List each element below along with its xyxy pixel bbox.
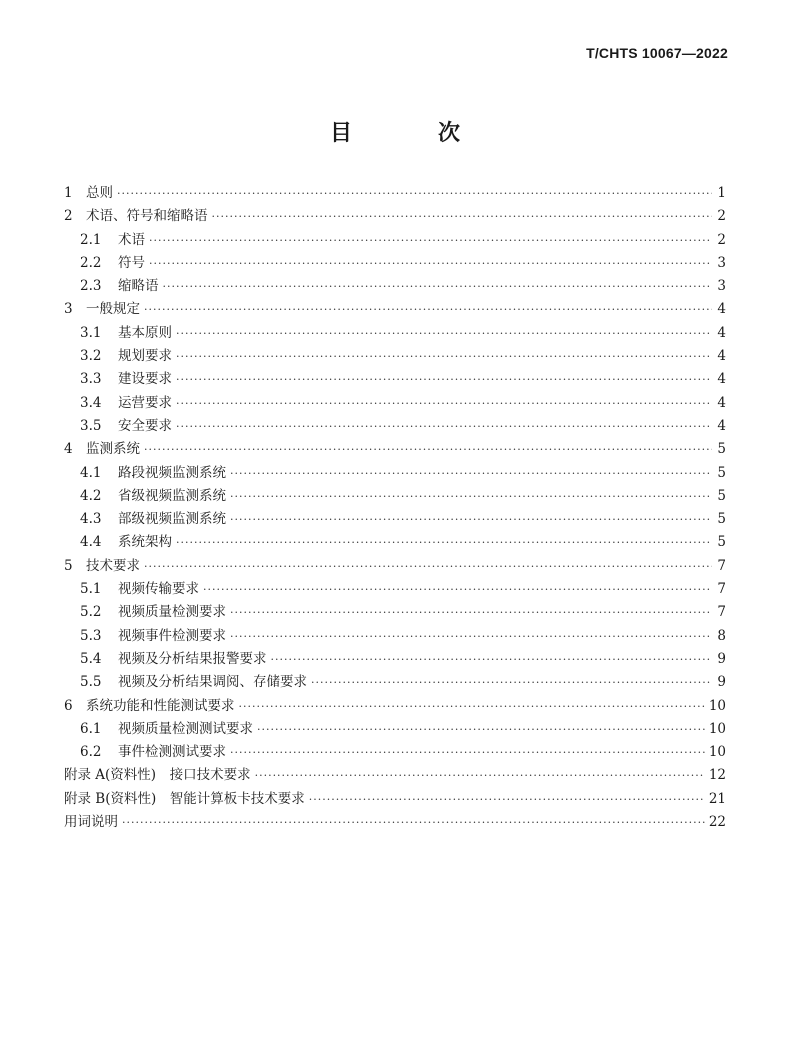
toc-entry-label: 术语 bbox=[118, 231, 145, 248]
toc-leader-dots bbox=[144, 298, 712, 321]
toc-entry-label: 术语、符号和缩略语 bbox=[86, 208, 208, 225]
toc-entry[interactable] bbox=[64, 764, 726, 787]
toc-entry[interactable] bbox=[64, 182, 726, 205]
toc-leader-dots bbox=[176, 531, 712, 554]
toc-entry-label: 系统功能和性能测试要求 bbox=[86, 697, 235, 714]
toc-entry-number: 5.2 bbox=[80, 604, 102, 621]
toc-entry-label: 缩略语 bbox=[118, 278, 159, 295]
toc-entry[interactable] bbox=[64, 322, 726, 345]
toc-entry-label: 基本原则 bbox=[118, 324, 172, 341]
toc-leader-dots bbox=[176, 345, 712, 368]
toc-leader-dots bbox=[271, 648, 713, 671]
toc-leader-dots bbox=[257, 718, 705, 741]
toc-leader-dots bbox=[239, 695, 705, 718]
toc-entry-label: 事件检测测试要求 bbox=[118, 744, 226, 761]
toc-leader-dots bbox=[230, 601, 712, 624]
toc-entry[interactable] bbox=[64, 345, 726, 368]
toc-leader-dots bbox=[212, 205, 713, 228]
toc-leader-dots bbox=[149, 252, 712, 275]
toc-entry-page: 9 bbox=[717, 674, 726, 691]
toc-entry-label: 视频事件检测要求 bbox=[118, 627, 226, 644]
toc-entry-label: 符号 bbox=[118, 254, 145, 271]
toc-entry-page: 1 bbox=[717, 185, 726, 201]
table-of-contents bbox=[64, 182, 726, 834]
toc-entry[interactable] bbox=[64, 625, 726, 648]
toc-entry[interactable] bbox=[64, 741, 726, 764]
toc-entry[interactable] bbox=[64, 368, 726, 391]
toc-leader-dots bbox=[230, 508, 712, 531]
toc-entry-label: 规划要求 bbox=[118, 348, 172, 365]
toc-entry-number: 5.1 bbox=[80, 581, 102, 598]
toc-entry-label: 省级视频监测系统 bbox=[118, 487, 226, 504]
toc-leader-dots bbox=[117, 182, 712, 205]
toc-entry-number: 6.2 bbox=[80, 744, 102, 761]
toc-leader-dots bbox=[176, 322, 712, 345]
toc-entry[interactable] bbox=[64, 229, 726, 252]
toc-entry-number: 2.2 bbox=[80, 254, 102, 271]
toc-entry[interactable] bbox=[64, 508, 726, 531]
toc-entry[interactable] bbox=[64, 205, 726, 228]
toc-entry-page: 5 bbox=[717, 441, 726, 458]
toc-entry[interactable] bbox=[64, 438, 726, 461]
toc-entry-label: 视频及分析结果调阅、存储要求 bbox=[118, 674, 307, 691]
toc-entry-number: 3.1 bbox=[80, 324, 102, 341]
toc-entry-page: 7 bbox=[717, 557, 726, 574]
toc-entry-number: 5.5 bbox=[80, 674, 102, 691]
toc-entry-label: 视频传输要求 bbox=[118, 581, 199, 598]
toc-entry[interactable] bbox=[64, 811, 726, 834]
toc-leader-dots bbox=[163, 275, 713, 298]
toc-entry-label: 附录 A(资料性) 接口技术要求 bbox=[64, 767, 251, 784]
toc-entry[interactable] bbox=[64, 788, 726, 811]
toc-entry-number: 2 bbox=[64, 208, 73, 225]
toc-entry-page: 8 bbox=[717, 627, 726, 644]
toc-entry-number: 1 bbox=[64, 185, 73, 201]
toc-entry-page: 2 bbox=[717, 208, 726, 225]
toc-leader-dots bbox=[230, 625, 712, 648]
toc-entry[interactable] bbox=[64, 578, 726, 601]
toc-leader-dots bbox=[149, 229, 712, 252]
toc-entry-number: 5.4 bbox=[80, 650, 102, 667]
toc-entry-page: 4 bbox=[717, 417, 726, 434]
toc-entry-number: 4 bbox=[64, 441, 73, 458]
toc-entry-label: 系统架构 bbox=[118, 534, 172, 551]
toc-entry-label: 运营要求 bbox=[118, 394, 172, 411]
toc-entry-page: 4 bbox=[717, 301, 726, 318]
toc-entry-page: 5 bbox=[717, 511, 726, 528]
toc-entry-number: 2.1 bbox=[80, 231, 102, 248]
toc-entry-number: 4.1 bbox=[80, 464, 102, 481]
toc-leader-dots bbox=[311, 671, 712, 694]
toc-leader-dots bbox=[203, 578, 712, 601]
toc-entry-number: 2.3 bbox=[80, 278, 102, 295]
toc-entry-number: 5 bbox=[64, 557, 73, 574]
toc-entry[interactable] bbox=[64, 695, 726, 718]
toc-entry-number: 4.3 bbox=[80, 511, 102, 528]
toc-entry-number: 4.2 bbox=[80, 487, 102, 504]
toc-entry-label: 技术要求 bbox=[86, 557, 140, 574]
toc-entry-number: 3.2 bbox=[80, 348, 102, 365]
page-title: 目 次 bbox=[329, 120, 492, 146]
toc-entry-label: 监测系统 bbox=[86, 441, 140, 458]
toc-entry-page: 3 bbox=[717, 278, 726, 295]
toc-entry-label: 路段视频监测系统 bbox=[118, 464, 226, 481]
toc-entry-label: 建设要求 bbox=[118, 371, 172, 388]
toc-entry-page: 7 bbox=[717, 604, 726, 621]
toc-entry-label: 总则 bbox=[86, 185, 113, 201]
toc-entry-page: 3 bbox=[717, 254, 726, 271]
toc-entry[interactable] bbox=[64, 531, 726, 554]
toc-entry[interactable] bbox=[64, 275, 726, 298]
toc-entry-number: 5.3 bbox=[80, 627, 102, 644]
toc-entry-number: 3 bbox=[64, 301, 73, 318]
toc-leader-dots bbox=[144, 555, 712, 578]
toc-entry-page: 10 bbox=[708, 720, 726, 737]
toc-entry-page: 9 bbox=[717, 650, 726, 667]
toc-entry[interactable] bbox=[64, 601, 726, 624]
toc-entry-label: 用词说明 bbox=[64, 814, 118, 831]
toc-entry[interactable] bbox=[64, 415, 726, 438]
toc-leader-dots bbox=[230, 462, 712, 485]
toc-leader-dots bbox=[176, 368, 712, 391]
toc-leader-dots bbox=[255, 764, 705, 787]
toc-entry-label: 视频质量检测要求 bbox=[118, 604, 226, 621]
toc-entry[interactable] bbox=[64, 671, 726, 694]
toc-entry-number: 3.4 bbox=[80, 394, 102, 411]
toc-entry[interactable] bbox=[64, 648, 726, 671]
toc-entry-page: 4 bbox=[717, 394, 726, 411]
toc-entry-page: 10 bbox=[708, 744, 726, 761]
toc-entry-page: 4 bbox=[717, 371, 726, 388]
toc-entry-number: 3.5 bbox=[80, 417, 102, 434]
toc-entry-number: 6 bbox=[64, 697, 73, 714]
toc-entry-page: 12 bbox=[708, 767, 726, 784]
toc-entry-page: 10 bbox=[708, 697, 726, 714]
toc-entry[interactable] bbox=[64, 718, 726, 741]
toc-leader-dots bbox=[309, 788, 705, 811]
toc-entry[interactable] bbox=[64, 252, 726, 275]
toc-entry-label: 视频及分析结果报警要求 bbox=[118, 650, 267, 667]
toc-entry-label: 部级视频监测系统 bbox=[118, 511, 226, 528]
toc-entry-number: 4.4 bbox=[80, 534, 102, 551]
toc-entry-page: 4 bbox=[717, 324, 726, 341]
toc-leader-dots bbox=[176, 415, 712, 438]
toc-entry[interactable] bbox=[64, 392, 726, 415]
toc-entry-page: 5 bbox=[717, 464, 726, 481]
toc-leader-dots bbox=[230, 485, 712, 508]
toc-entry-label: 视频质量检测测试要求 bbox=[118, 720, 253, 737]
toc-entry-label: 一般规定 bbox=[86, 301, 140, 318]
toc-entry-page: 21 bbox=[708, 790, 726, 807]
toc-entry[interactable] bbox=[64, 298, 726, 321]
toc-entry-page: 5 bbox=[717, 487, 726, 504]
toc-entry-label: 附录 B(资料性) 智能计算板卡技术要求 bbox=[64, 790, 305, 807]
toc-entry[interactable] bbox=[64, 485, 726, 508]
toc-entry-number: 3.3 bbox=[80, 371, 102, 388]
toc-entry-page: 7 bbox=[717, 581, 726, 598]
toc-entry-page: 2 bbox=[717, 231, 726, 248]
toc-leader-dots bbox=[122, 811, 705, 834]
toc-leader-dots bbox=[144, 438, 712, 461]
toc-entry-page: 4 bbox=[717, 348, 726, 365]
toc-entry[interactable] bbox=[64, 555, 726, 578]
toc-entry-page: 5 bbox=[717, 534, 726, 551]
toc-entry-page: 22 bbox=[708, 814, 726, 831]
toc-leader-dots bbox=[230, 741, 705, 764]
toc-entry-label: 安全要求 bbox=[118, 417, 172, 434]
toc-leader-dots bbox=[176, 392, 712, 415]
toc-entry-number: 6.1 bbox=[80, 720, 102, 737]
toc-entry[interactable] bbox=[64, 462, 726, 485]
document-id: T/CHTS 10067—2022 bbox=[586, 45, 728, 61]
